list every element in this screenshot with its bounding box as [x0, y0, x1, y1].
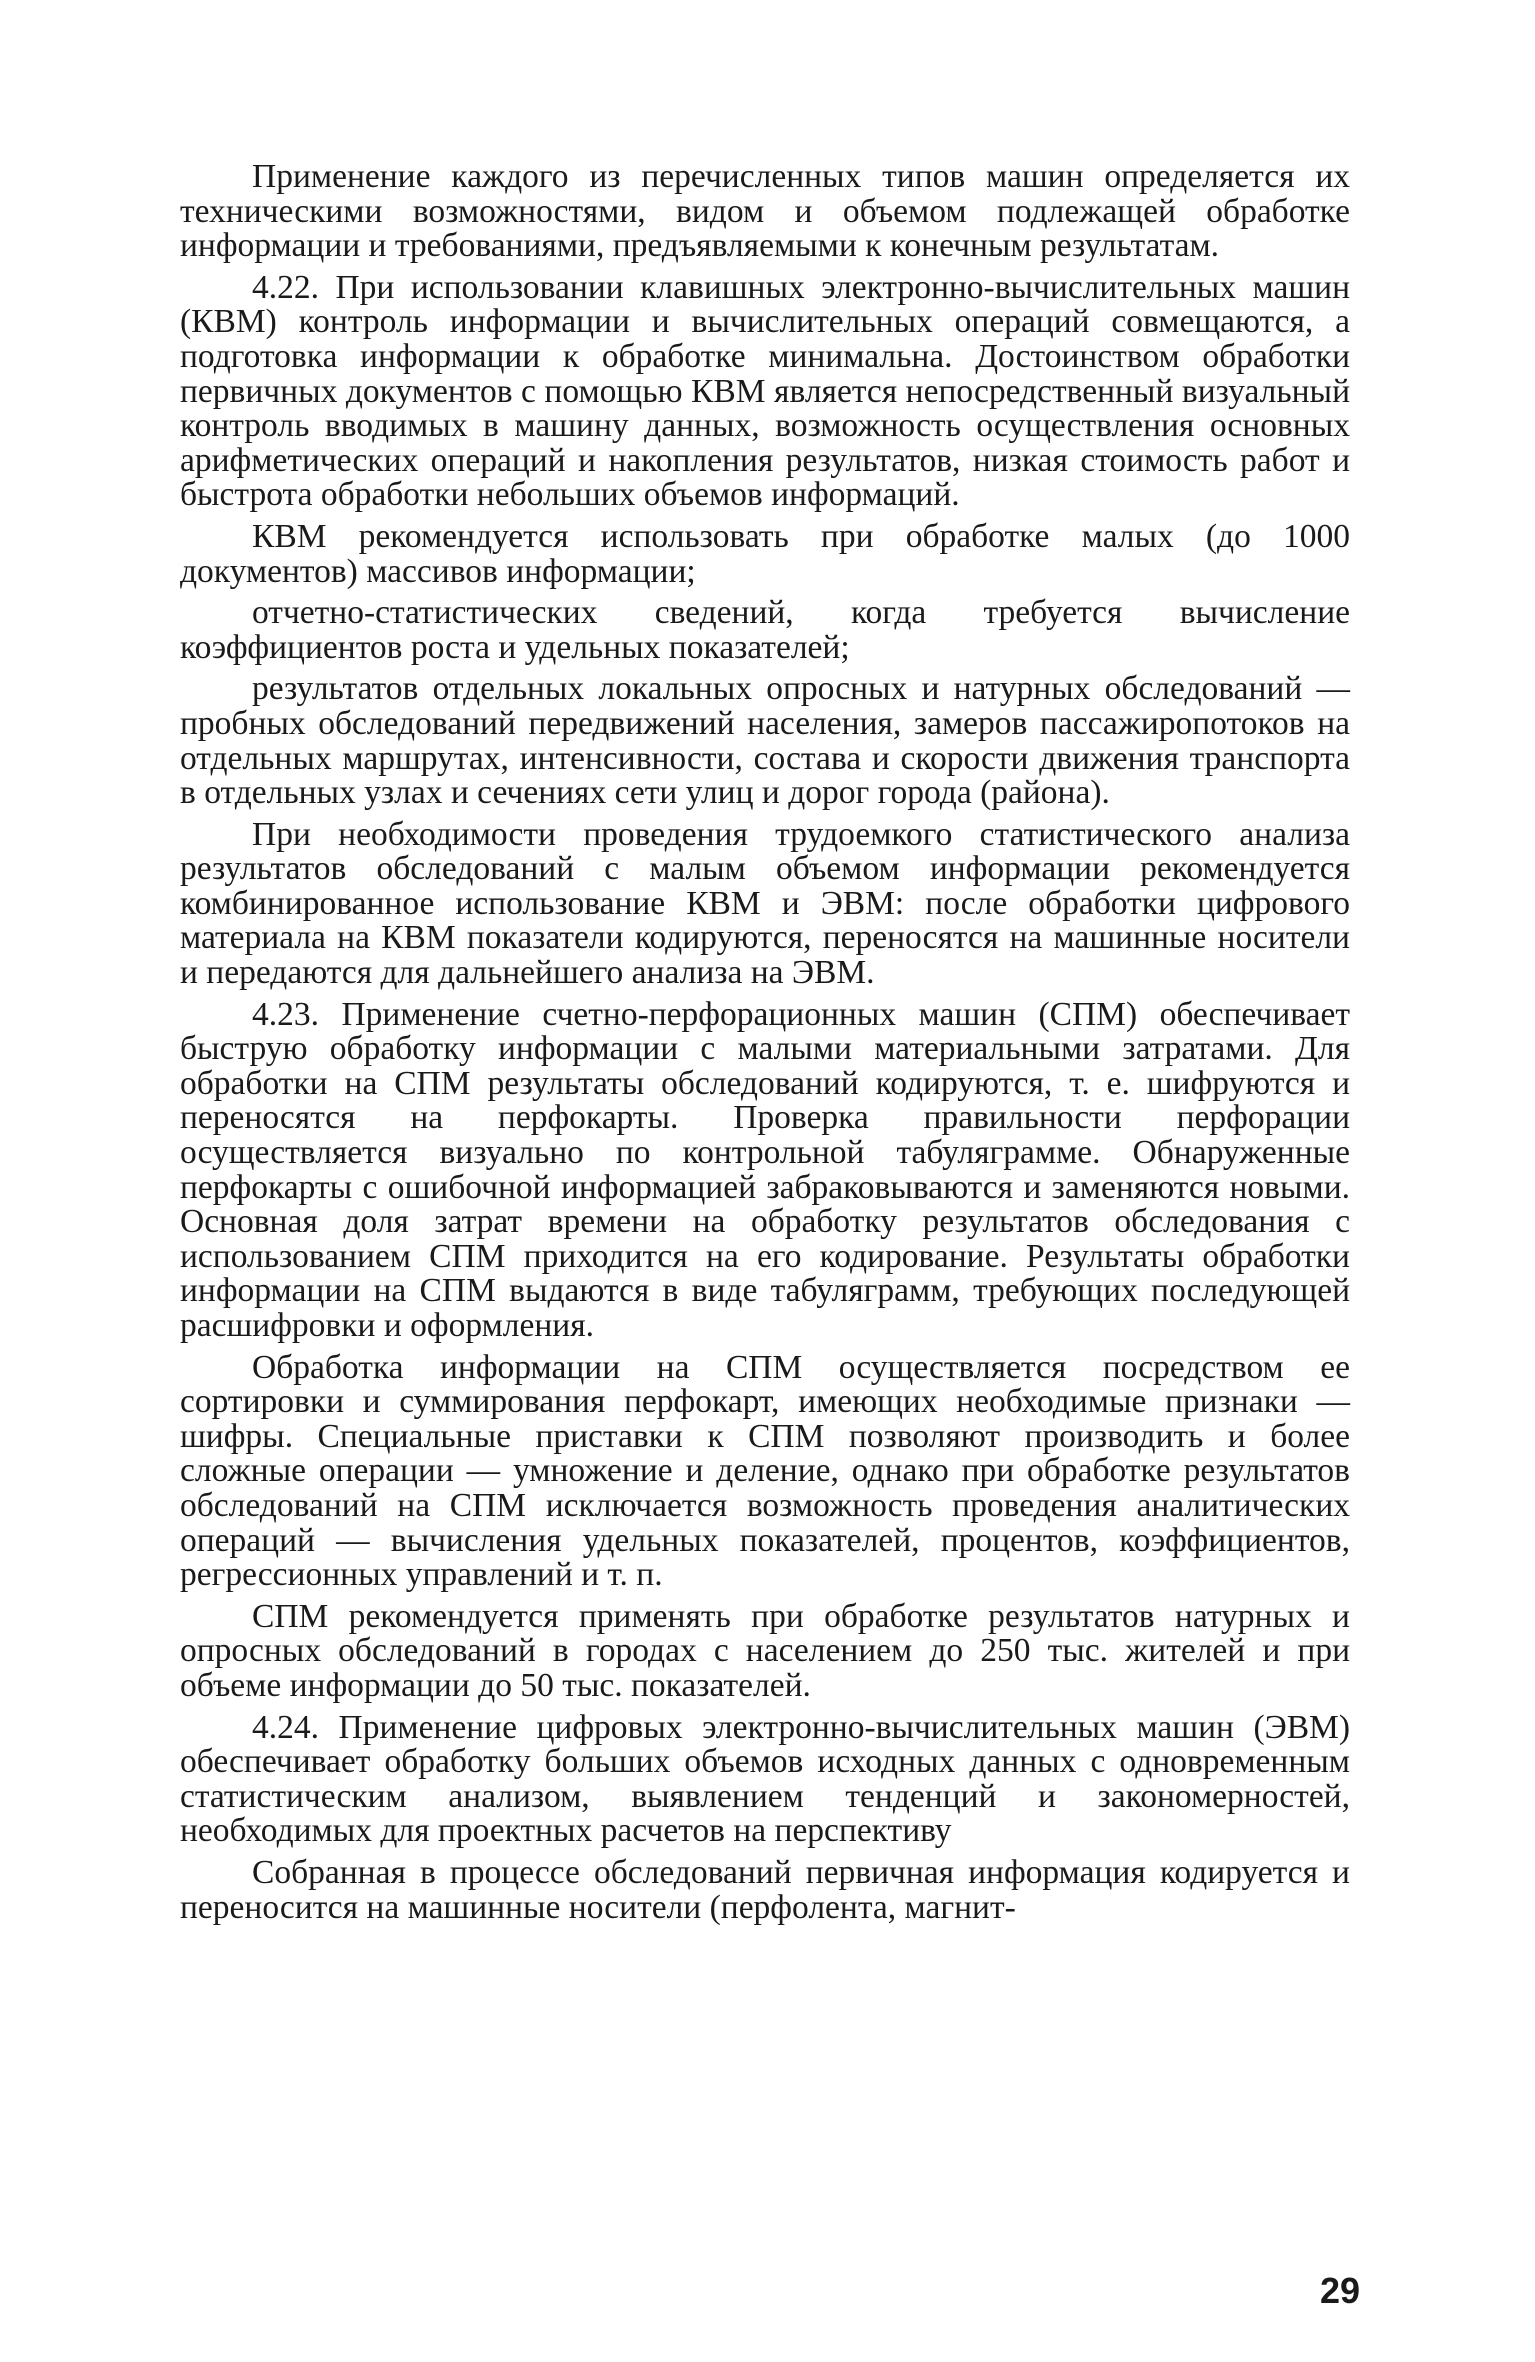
paragraph-spm-processing: Обработка информации на СПМ осуществляется посредством ее сортировки и суммирования перфокарт, имеющих необходимые признаки — шифры. Специальные приставки к СПМ позволяют производить и более сложные операции — умножение и деление, однако при обработке результатов обследований на СПМ исключается возможность проведения аналитических операций — вычисления удельных показателей, процентов, коэффициентов, регрессионных управлений и т. п. — [180, 1348, 1350, 1594]
paragraph-combined-use: При необходимости проведения трудоемкого статистического анализа результатов обследований с малым объемом информации рекомендуется комбинированное использование КВМ и ЭВМ: после обработки цифрового материала на КВМ показатели кодируются, переносятся на машинные носители и передаются для дальнейшего анализа на ЭВМ. — [180, 815, 1350, 992]
paragraph-surveys: результатов отдельных локальных опросных и натурных обследований — пробных обследований передвижений населения, замеров пассажиропотоков на отдельных маршрутах, интенсивности, состава и скорости движения транспорта в отдельных узлах и сечениях сети улиц и дорог города (района). — [180, 670, 1350, 812]
paragraph-4-22: 4.22. При использовании клавишных электронно-вычислительных машин (КВМ) контроль информации и вычислительных операций совмещаются, а подготовка информации к обработке минимальна. Достоинством обработки первичных документов с помощью КВМ является непосредственный визуальный контроль вводимых в машину данных, возможность осуществления основных арифметических операций и накопления результатов, низкая стоимость работ и быстрота обработки небольших объемов информаций. — [180, 268, 1350, 514]
paragraph-intro: Применение каждого из перечисленных типов машин определяется их техническими возможностями, видом и объемом подлежащей обработке информации и требованиями, предъявляемыми к конечным результатам. — [180, 158, 1350, 265]
paragraph-spm-recommendation: СПМ рекомендуется применять при обработке результатов натурных и опросных обследований в городах с населением до 250 тыс. жителей и при объеме информации до 50 тыс. показателей. — [180, 1597, 1350, 1704]
page-body — [180, 160, 1350, 1925]
page-number: 29 — [1319, 2270, 1360, 2311]
paragraph-4-24: 4.24. Применение цифровых электронно-вычислительных машин (ЭВМ) обеспечивает обработку больших объемов исходных данных с одновременным статистическим анализом, выявлением тенденций и закономерностей, необходимых для проектных расчетов на перспективу — [180, 1708, 1350, 1850]
paragraph-coding: Собранная в процессе обследований первичная информация кодируется и переносится на машинные носители (перфолента, магнит- — [180, 1853, 1350, 1926]
paragraph-statistics: отчетно-статистических сведений, когда требуется вычисление коэффициентов роста и удельных показателей; — [180, 594, 1350, 666]
paragraph-kvm-recommendation: КВМ рекомендуется использовать при обработке малых (до 1000 документов) массивов информации; — [180, 517, 1350, 590]
paragraph-4-23: 4.23. Применение счетно-перфорационных машин (СПМ) обеспечивает быструю обработку информации с малыми материальными затратами. Для обработки на СПМ результаты обследований кодируются, т. е. шифруются и переносятся на перфокарты. Проверка правильности перфорации осуществляется визуально по контрольной табуляграмме. Обнаруженные перфокарты с ошибочной информацией забраковываются и заменяются новыми. Основная доля затрат времени на обработку результатов обследования с использованием СПМ приходится на его кодирование. Результаты обработки информации на СПМ выдаются в виде табуляграмм, требующих последующей расшифровки и оформления. — [180, 995, 1350, 1344]
